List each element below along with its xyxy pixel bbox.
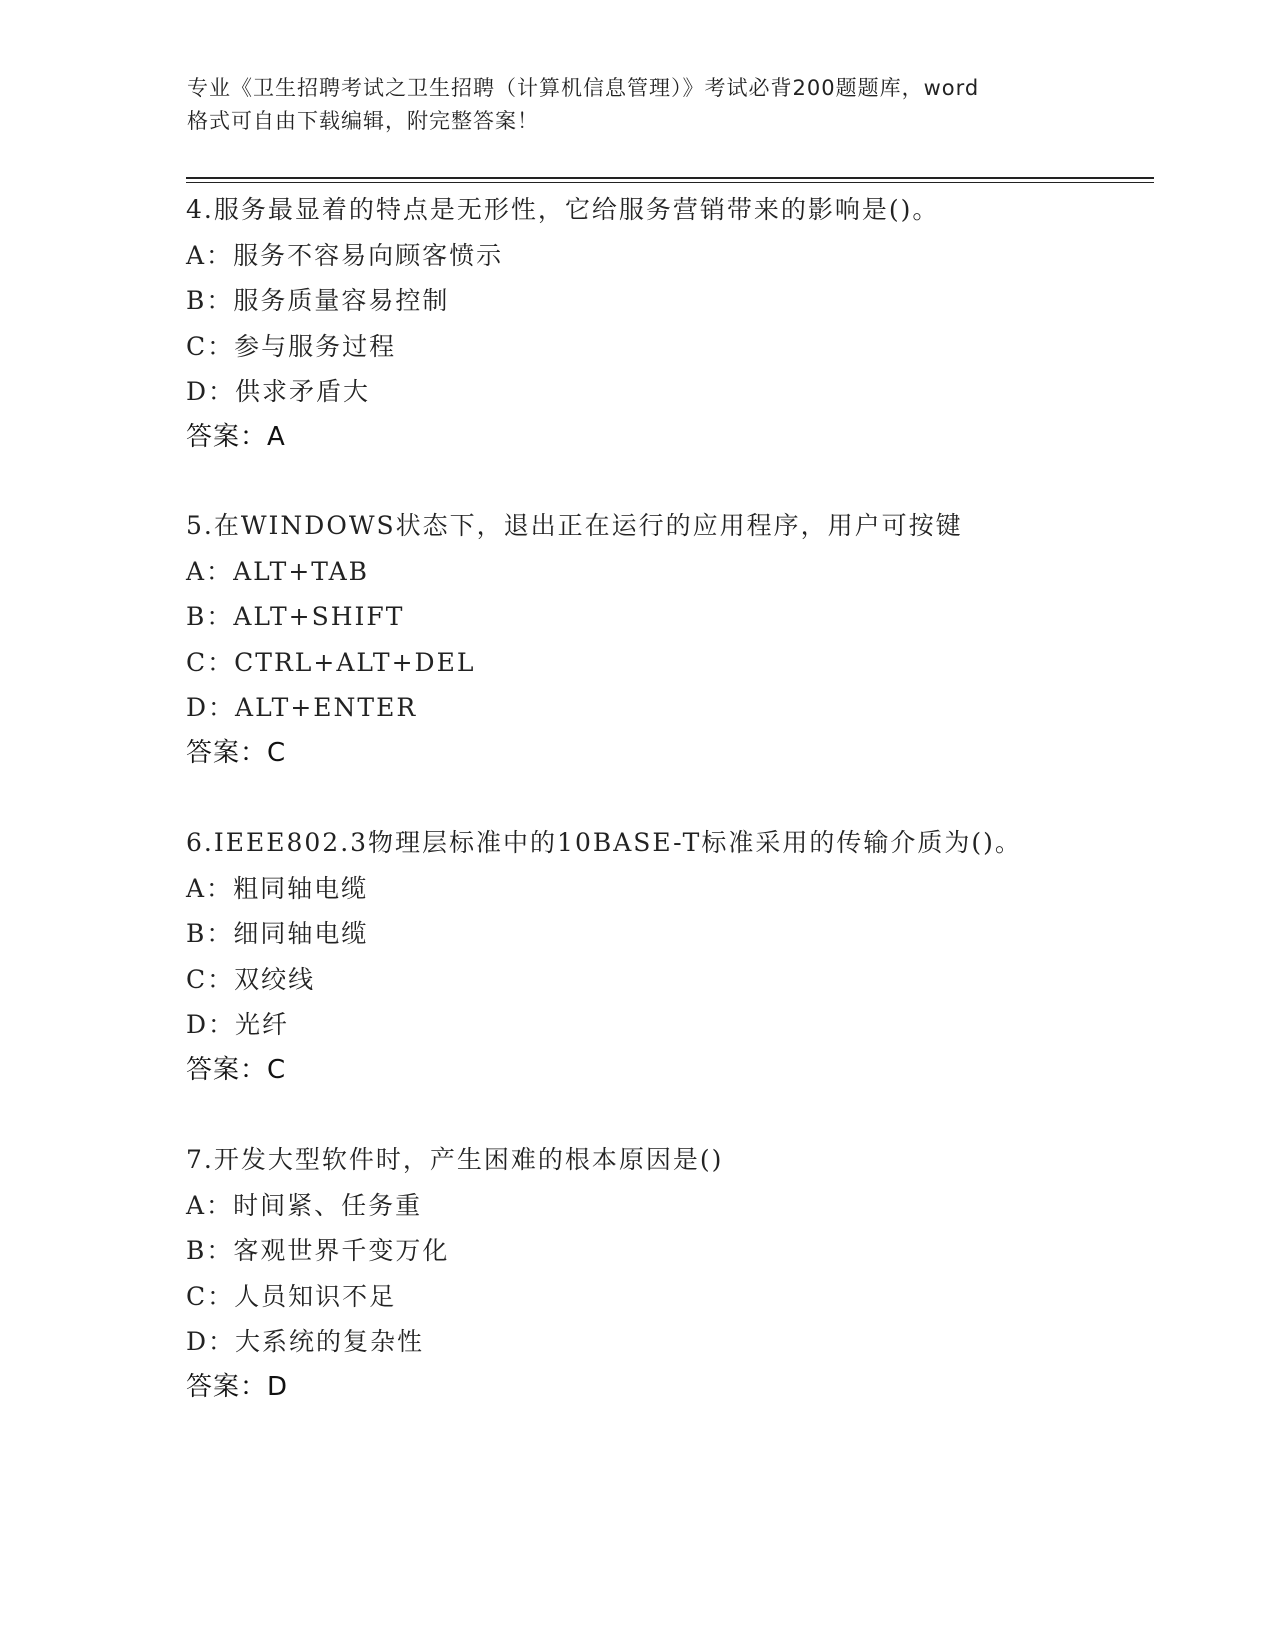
option-text: CTRL+ALT+DEL	[234, 647, 476, 677]
option-c	[186, 324, 1186, 370]
option-text: ALT+SHIFT	[233, 602, 405, 631]
question-stem: 7.开发大型软件时，产生困难的根本原因是()	[186, 1145, 724, 1174]
question-block	[186, 1137, 1186, 1410]
option-d	[186, 1319, 1186, 1365]
option-key: B：	[186, 1236, 234, 1265]
option-text: ALT+TAB	[233, 556, 370, 586]
answer-line: 答案：A	[186, 421, 286, 452]
option-b	[186, 1228, 1186, 1274]
option-text: 细同轴电缆	[233, 919, 369, 948]
option-key: C：	[186, 331, 235, 361]
document-header	[187, 72, 1087, 138]
option-text: 大系统的复杂性	[235, 1327, 425, 1356]
question-stem: 4.服务最显着的特点是无形性，它给服务营销带来的影响是()。	[186, 195, 940, 224]
option-d	[186, 369, 1186, 415]
header-divider-thin	[186, 182, 1154, 183]
option-key: B：	[186, 286, 234, 315]
answer-line: 答案：C	[186, 737, 287, 768]
option-text: 供求矛盾大	[235, 377, 371, 406]
option-text: 光纤	[235, 1010, 290, 1039]
option-text: 服务不容易向顾客愤示	[233, 240, 504, 270]
option-c	[186, 640, 1186, 686]
option-text: 时间紧、任务重	[233, 1190, 423, 1220]
answer-line: 答案：C	[186, 1054, 287, 1085]
option-text: 人员知识不足	[234, 1281, 397, 1311]
option-key: D：	[186, 1010, 236, 1039]
question-block	[186, 820, 1186, 1093]
option-b	[186, 594, 1186, 640]
option-key: B：	[186, 919, 234, 948]
option-key: C：	[186, 1281, 235, 1311]
option-a	[186, 1183, 1186, 1229]
option-key: A：	[186, 240, 234, 270]
option-key: D：	[186, 377, 236, 406]
answer-line: 答案：D	[186, 1371, 289, 1402]
option-d	[186, 1002, 1186, 1048]
header-line-2: 格式可自由下载编辑，附完整答案！	[187, 109, 539, 133]
option-key: B：	[186, 602, 234, 631]
option-b	[186, 911, 1186, 957]
option-text: ALT+ENTER	[235, 693, 418, 722]
option-key: A：	[186, 1190, 234, 1220]
option-key: A：	[186, 873, 234, 903]
option-a	[186, 866, 1186, 912]
header-line-1: 专业《卫生招聘考试之卫生招聘（计算机信息管理）》考试必背200题题库，word	[187, 76, 980, 100]
option-d	[186, 685, 1186, 731]
option-text: 服务质量容易控制	[233, 286, 450, 315]
option-c	[186, 957, 1186, 1003]
option-key: C：	[186, 647, 235, 677]
option-a	[186, 549, 1186, 595]
question-stem: 5.在WINDOWS状态下，退出正在运行的应用程序，用户可按键	[186, 511, 963, 540]
option-text: 粗同轴电缆	[233, 873, 369, 903]
option-key: D：	[186, 693, 236, 722]
option-key: A：	[186, 556, 234, 586]
option-text: 双绞线	[234, 964, 316, 994]
option-text: 参与服务过程	[234, 331, 397, 361]
question-stem: 6.IEEE802.3物理层标准中的10BASE-T标准采用的传输介质为()。	[186, 828, 1022, 857]
option-key: D：	[186, 1327, 236, 1356]
option-key: C：	[186, 964, 235, 994]
option-b	[186, 278, 1186, 324]
question-block	[186, 187, 1186, 460]
option-text: 客观世界千变万化	[233, 1236, 450, 1265]
question-block	[186, 503, 1186, 776]
option-a	[186, 233, 1186, 279]
option-c	[186, 1274, 1186, 1320]
header-divider-thick	[186, 177, 1154, 179]
